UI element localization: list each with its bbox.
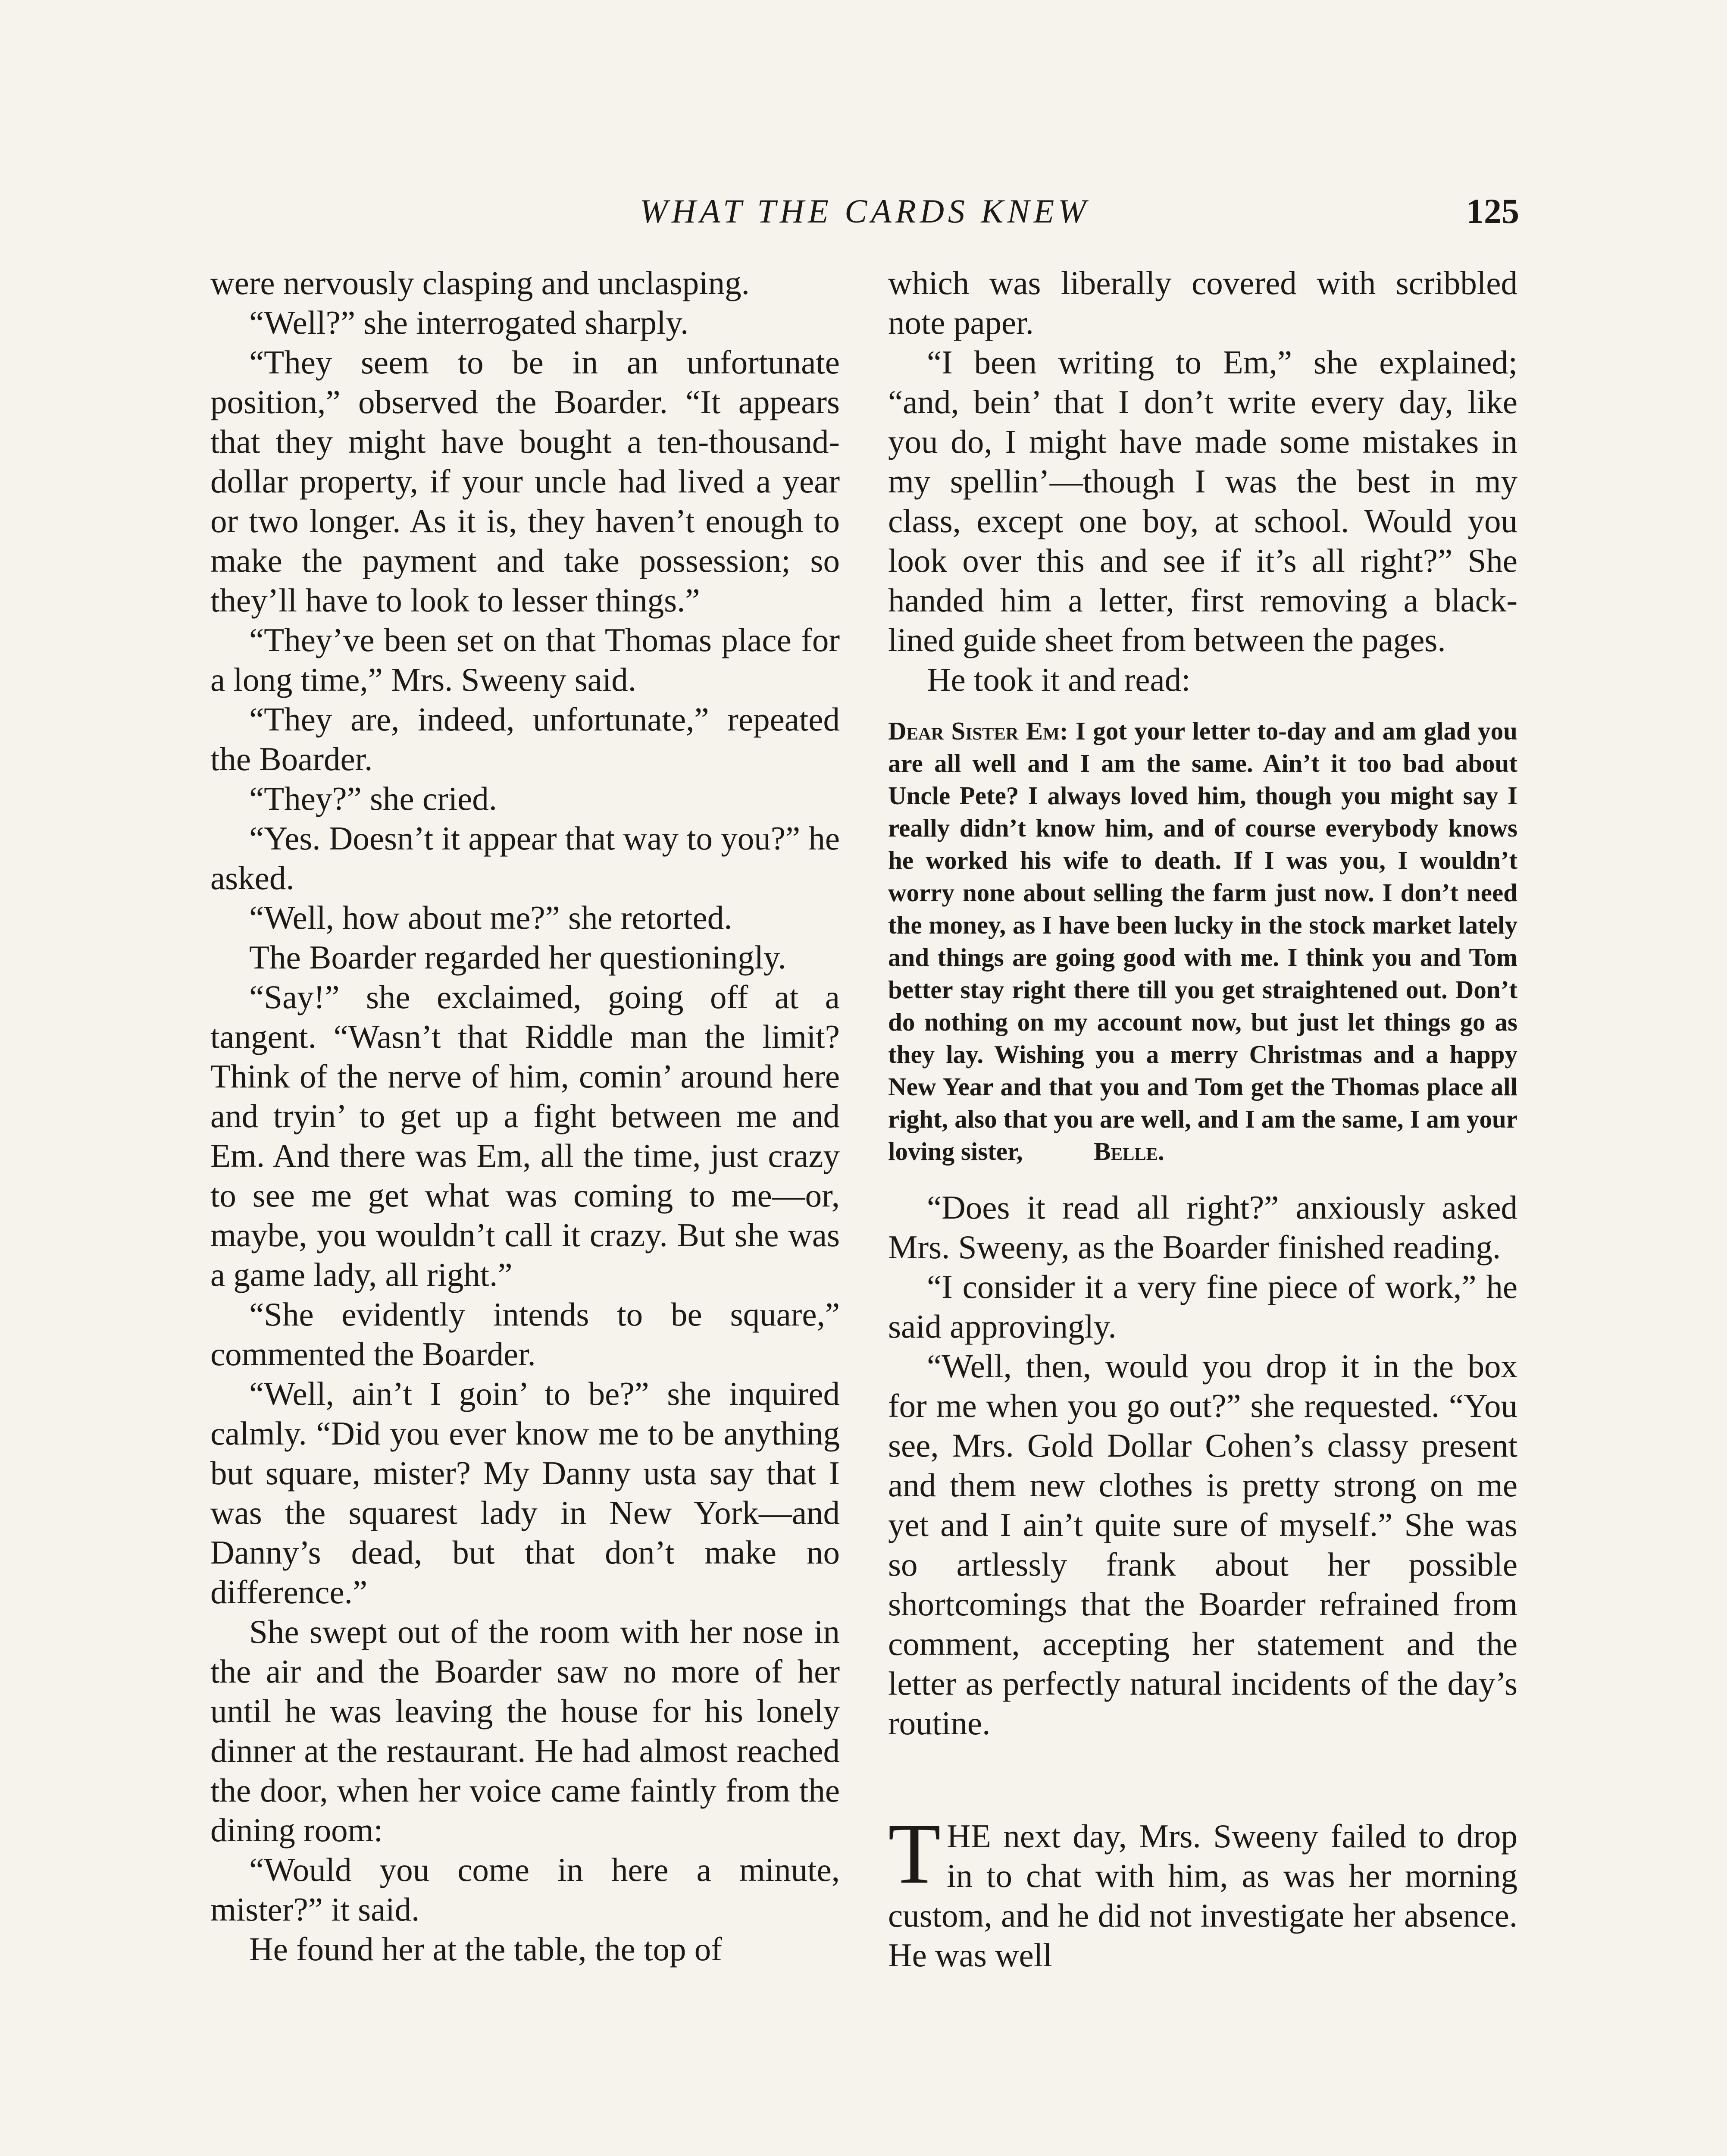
paragraph: “Well, how about me?” she retorted. [249, 899, 732, 936]
drop-cap: T [888, 1806, 941, 1902]
paragraph: “Well?” she interrogated sharply. [249, 304, 689, 341]
right-column [888, 263, 1517, 1975]
paragraph: “They?” she cried. [249, 780, 497, 817]
paragraph: She swept out of the room with her nose in the air and the Boarder saw no more of her until he was leaving the house for his lonely dinner at the restaurant. He had almost reached the door, when her voice came faintly from the dining room: [210, 1613, 840, 1849]
paragraph: “Well, then, would you drop it in the box for me when you go out?” she requested. “You see, Mrs. Gold Dollar Cohen’s classy present and them new clothes is pretty strong on me yet and I ain’t quite sure of myself.” She was so artlessly frank about her possible shortcomings that the Boarder refrained from comment, accepting her statement and the letter as perfectly natural incidents of the day’s routine. [888, 1348, 1517, 1742]
letter-body: I got your letter to-day and am glad you are all well and I am the same. Ain’t it too bad about Uncle Pete? I always loved him, though you might say I really didn’t know him, and of course everybody knows he worked his wife to death. If I was you, I wouldn’t worry none about selling the farm just now. I don’t need the money, as I have been lucky in the stock market lately and things are going good with me. I think you and Tom better stay right there till you get straightened out. Don’t do nothing on my account now, but just let things go as they lay. Wishing you a merry Christmas and a happy New Year and that you and Tom get the Thomas place all right, also that you are well, and I am the same, I am your loving sister, [888, 717, 1517, 1166]
paragraph: were nervously clasping and unclasping. [210, 264, 750, 301]
letter-signature: Belle. [1094, 1137, 1164, 1166]
paragraph: “Yes. Doesn’t it appear that way to you?” he asked. [210, 820, 840, 896]
paragraph: “They are, indeed, unfortunate,” repeated the Boarder. [210, 701, 840, 777]
paragraph: “Say!” she exclaimed, going off at a tangent. “Wasn’t that Riddle man the limit? Think of the nerve of him, comin’ around here and tryin’ to get up a fight between me and Em. And there was Em, all the time, just crazy to see me get what was coming to me—or, maybe, you wouldn’t call it crazy. But she was a game lady, all right.” [210, 978, 840, 1293]
paragraph: “I been writing to Em,” she explained; “and, bein’ that I don’t write every day, like you do, I might have made some mistakes in my spellin’—though I was the best in my class, except one boy, at school. Would you look over this and see if it’s all right?” She handed him a letter, first removing a black-lined guide sheet from between the pages. [888, 344, 1517, 658]
paragraph: He found her at the table, the top of [249, 1930, 722, 1968]
paragraph: “Would you come in here a minute, mister?” it said. [210, 1851, 840, 1928]
left-column [210, 263, 840, 1969]
paragraph: “They’ve been set on that Thomas place for a long time,” Mrs. Sweeny said. [210, 621, 840, 698]
paragraph: “I consider it a very fine piece of work,” he said approvingly. [888, 1268, 1517, 1345]
letter-salutation: Dear Sister Em: [888, 717, 1068, 745]
paragraph: which was liberally covered with scribbled note paper. [888, 264, 1517, 341]
section-opening [888, 1806, 1517, 1975]
running-header [210, 185, 1519, 237]
paragraph: “They seem to be in an unfortunate position,” observed the Boarder. “It appears that they might have bought a ten-thousand-dollar property, if your uncle had lived a year or two longer. As it is, they haven’t enough to make the payment and take possession; so they’ll have to look to lesser things.” [210, 344, 840, 619]
paragraph: The Boarder regarded her questioningly. [249, 939, 786, 976]
running-title: WHAT THE CARDS KNEW [639, 192, 1090, 230]
section-text: HE next day, Mrs. Sweeny failed to drop in to chat with him, as was her morning custom, and he did not investigate her absence. He was well [888, 1818, 1517, 1974]
letter-block [888, 715, 1517, 1168]
page-number: 125 [1466, 191, 1519, 231]
paragraph: “She evidently intends to be square,” commented the Boarder. [210, 1296, 840, 1373]
paragraph: He took it and read: [927, 661, 1191, 698]
paragraph: “Well, ain’t I goin’ to be?” she inquired calmly. “Did you ever know me to be anything but square, mister? My Danny usta say that I was the squarest lady in New York—and Danny’s dead, but that don’t make no difference.” [210, 1375, 840, 1611]
paragraph: “Does it read all right?” anxiously asked Mrs. Sweeny, as the Boarder finished reading. [888, 1189, 1517, 1266]
